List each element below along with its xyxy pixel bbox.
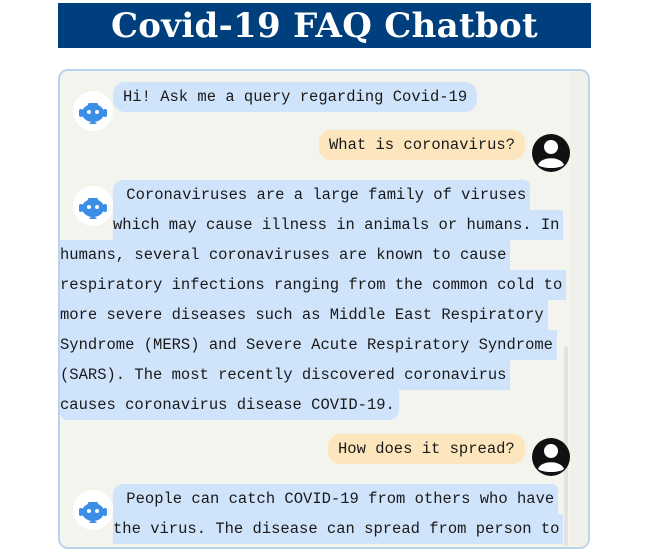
chat-window[interactable] — [58, 69, 590, 549]
bot-message: Hi! Ask me a query regarding Covid-19 — [113, 82, 477, 112]
message-line: humans, several coronaviruses are known to cause — [60, 240, 510, 270]
message-line: the virus. The disease can spread from person to — [113, 514, 563, 544]
message-line: People can catch COVID-19 from others who have — [113, 484, 558, 514]
bot-avatar — [73, 186, 113, 226]
robot-icon — [76, 189, 110, 223]
user-icon — [531, 437, 571, 477]
message-line: (SARS). The most recently discovered coronavirus — [60, 360, 510, 390]
app-header — [58, 3, 591, 48]
user-message: What is coronavirus? — [319, 130, 525, 160]
message-line: more severe diseases such as Middle East Respiratory — [60, 300, 548, 330]
scrollbar-track[interactable] — [570, 71, 588, 547]
page-title: Covid-19 FAQ Chatbot — [110, 5, 539, 46]
robot-icon — [76, 493, 110, 527]
message-line: Coronaviruses are a large family of viruses — [113, 180, 530, 210]
robot-icon — [76, 94, 110, 128]
message-line: respiratory infections ranging from the common cold to — [60, 270, 566, 300]
message-line: which may cause illness in animals or humans. In — [113, 210, 563, 240]
bot-avatar — [73, 490, 113, 530]
user-avatar — [531, 437, 571, 477]
message-line: Syndrome (MERS) and Severe Acute Respiratory Syndrome — [60, 330, 557, 360]
user-icon — [531, 133, 571, 173]
user-avatar — [531, 133, 571, 173]
message-line: causes coronavirus disease COVID-19. — [60, 390, 399, 420]
user-message: How does it spread? — [328, 434, 525, 464]
bot-avatar — [73, 91, 113, 131]
